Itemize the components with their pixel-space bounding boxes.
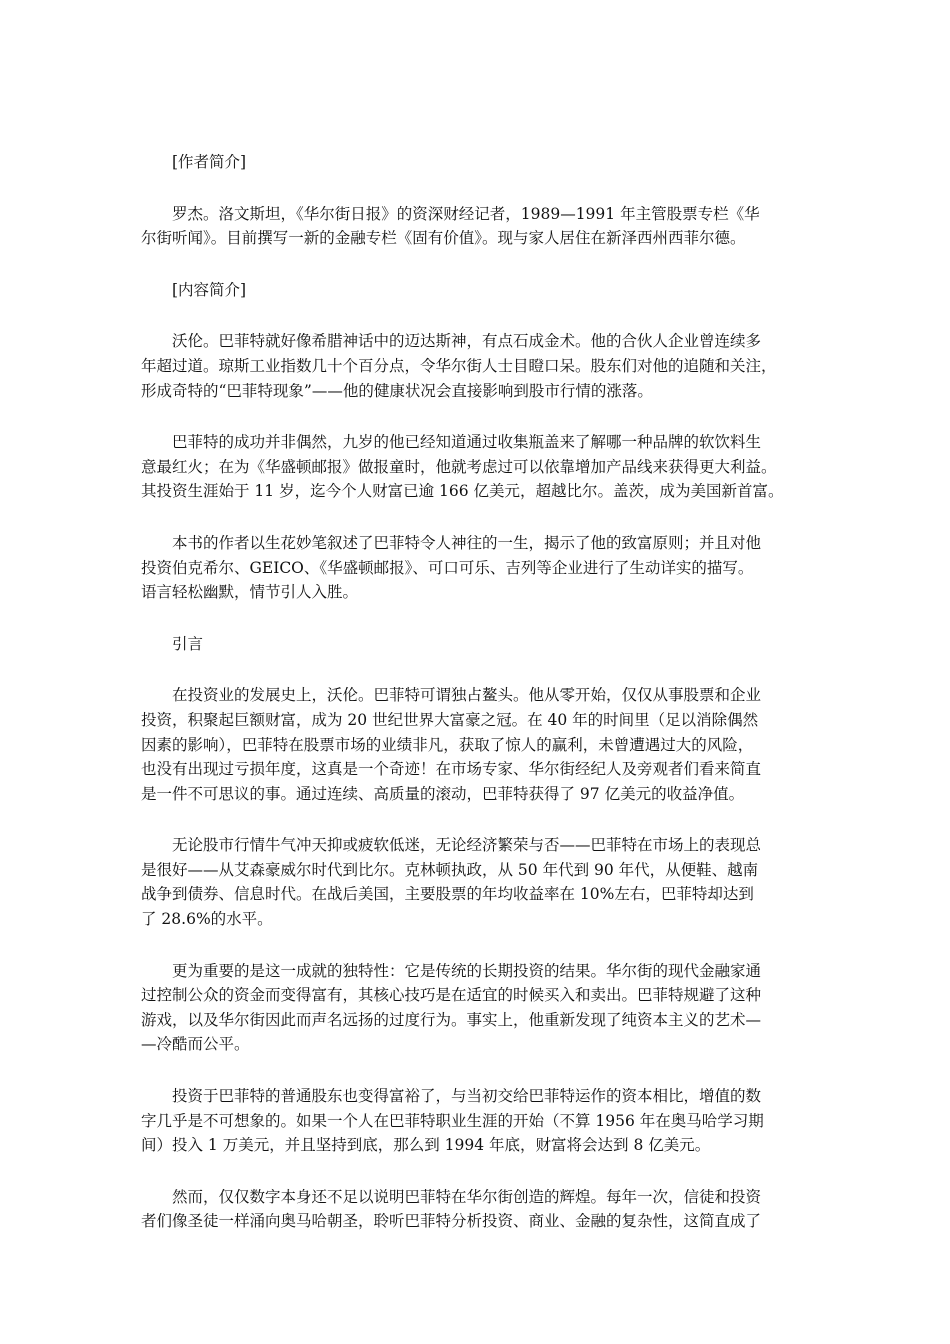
text-line: 投资于巴菲特的普通股东也变得富裕了，与当初交给巴菲特运作的资本相比，增值的数	[172, 1087, 762, 1106]
text-line: 意最红火；在为《华盛顿邮报》做报童时，他就考虑过可以依靠增加产品线来获得更大利益。	[141, 457, 777, 476]
heading-introduction: 引言	[172, 634, 204, 653]
text-line: 尔街听闻》。目前撰写一新的金融专栏《固有价值》。现与家人居住在新泽西州西菲尔德。	[141, 229, 746, 248]
text-line: 在投资业的发展史上，沃伦。巴菲特可谓独占鳌头。他从零开始，仅仅从事股票和企业	[172, 686, 762, 705]
text-line: 本书的作者以生花妙笔叙述了巴菲特令人神往的一生，揭示了他的致富原则；并且对他	[172, 533, 762, 552]
text-line: 语言轻松幽默，情节引人入胜。	[141, 583, 359, 602]
text-line: 过控制公众的资金而变得富有，其核心技巧是在适宜的时候买入和卖出。巴菲特规避了这种	[141, 986, 762, 1005]
paragraph-author-bio	[141, 202, 817, 251]
paragraph-intro-5	[141, 1185, 817, 1234]
text-line: 年超过道。琼斯工业指数几十个百分点，令华尔街人士目瞪口呆。股东们对他的追随和关注，	[141, 356, 777, 375]
text-line: 投资伯克希尔、GEICO、《华盛顿邮报》、可口可乐、吉列等企业进行了生动详实的描写。	[141, 558, 754, 577]
text-line: 罗杰。洛文斯坦，《华尔街日报》的资深财经记者，1989—1991 年主管股票专栏《华	[172, 204, 760, 223]
text-line: 了 28.6%的水平。	[141, 910, 273, 929]
paragraph-intro-4	[141, 1084, 817, 1158]
text-line: 其投资生涯始于 11 岁，迄今个人财富已逾 166 亿美元，超越比尔。盖茨，成为美国新首富。	[141, 482, 784, 501]
heading-content-intro: [内容简介]	[172, 280, 247, 299]
text-line: 更为重要的是这一成就的独特性：它是传统的长期投资的结果。华尔街的现代金融家通	[172, 961, 762, 980]
text-line: 巴菲特的成功并非偶然，九岁的他已经知道通过收集瓶盖来了解哪一种品牌的软饮料生	[172, 433, 762, 452]
paragraph-content-1	[141, 329, 817, 403]
text-line: 间）投入 1 万美元，并且坚持到底，那么到 1994 年底，财富将会达到 8 亿美元。	[141, 1136, 711, 1155]
text-line: 是一件不可思议的事。通过连续、高质量的滚动，巴菲特获得了 97 亿美元的收益净值。	[141, 784, 745, 803]
text-line: 战争到债券、信息时代。在战后美国，主要股票的年均收益率在 10%左右，巴菲特却达到	[141, 885, 754, 904]
text-line: 者们像圣徒一样涌向奥马哈朝圣，聆听巴菲特分析投资、商业、金融的复杂性，这简直成了	[141, 1212, 762, 1231]
paragraph-content-2	[141, 430, 817, 504]
text-line: 无论股市行情牛气冲天抑或疲软低迷，无论经济繁荣与否——巴菲特在市场上的表现总	[172, 836, 762, 855]
text-line: 形成奇特的“巴菲特现象”——他的健康状况会直接影响到股市行情的涨落。	[141, 381, 653, 400]
paragraph-content-3	[141, 531, 817, 605]
text-line: 然而，仅仅数字本身还不足以说明巴菲特在华尔街创造的辉煌。每年一次，信徒和投资	[172, 1187, 762, 1206]
text-line: 游戏，以及华尔街因此而声名远扬的过度行为。事实上，他重新发现了纯资本主义的艺术—	[141, 1010, 762, 1029]
text-line: —冷酷而公平。	[141, 1035, 250, 1054]
paragraph-intro-2	[141, 833, 817, 931]
heading-author-intro: [作者简介]	[172, 153, 247, 171]
text-line: 因素的影响），巴菲特在股票市场的业绩非凡，获取了惊人的赢利，未曾遭遇过大的风险，	[141, 735, 754, 754]
text-line: 也没有出现过亏损年度，这真是一个奇迹！在市场专家、华尔街经纪人及旁观者们看来简直	[141, 760, 762, 779]
text-line: 是很好——从艾森豪威尔时代到比尔。克林顿执政，从 50 年代到 90 年代，从便鞋、越南	[141, 860, 759, 879]
paragraph-intro-1	[141, 683, 817, 806]
text-line: 字几乎是不可想象的。如果一个人在巴菲特职业生涯的开始（不算 1956 年在奥马哈学习期	[141, 1111, 764, 1130]
document-body	[141, 150, 817, 1261]
text-line: 沃伦。巴菲特就好像希腊神话中的迈达斯神，有点石成金术。他的合伙人企业曾连续多	[172, 332, 762, 351]
text-line: 投资，积聚起巨额财富，成为 20 世纪世界大富豪之冠。在 40 年的时间里（足以消除偶然	[141, 710, 759, 729]
paragraph-intro-3	[141, 959, 817, 1057]
